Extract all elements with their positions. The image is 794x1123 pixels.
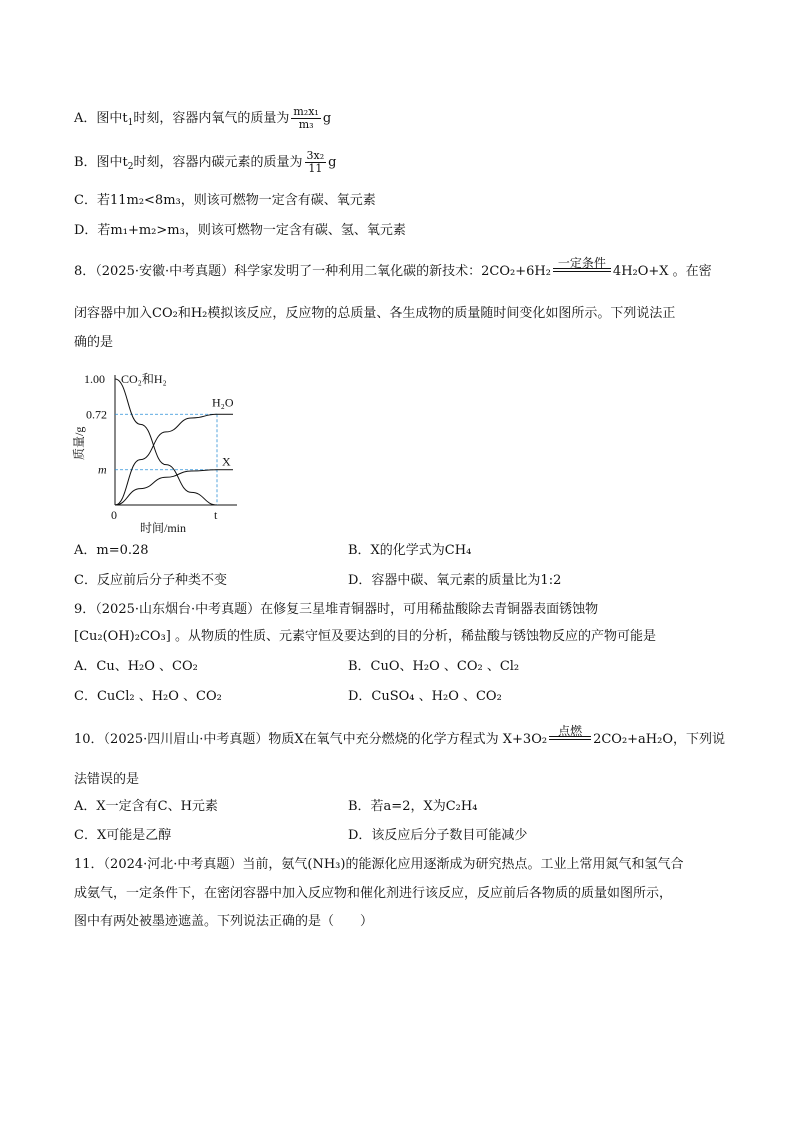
series-label: X [222, 454, 231, 469]
q9-stem-line1: 9．（2025·山东烟台·中考真题）在修复三星堆青铜器时，可用稀盐酸除去青铜器表面锈蚀物 [74, 602, 599, 617]
q8-option-c: C．反应前后分子种类不变 [74, 573, 227, 588]
x-axis-label: 时间/min [140, 521, 187, 535]
chart-guides [115, 414, 217, 505]
q8-stem-line1: 8．（2025·安徽·中考真题）科学家发明了一种利用二氧化碳的新技术：2CO₂+6H₂ 一定条件 4H₂O+X 。在密 [74, 256, 712, 279]
q7-option-d: D．若m₁+m₂>m₃，则该可燃物一定含有碳、氢、氧元素 [74, 223, 406, 238]
y-tick-label: m [98, 462, 107, 477]
q10-option-d: D．该反应后分子数目可能减少 [348, 828, 528, 843]
reaction-condition: 点燃 [549, 739, 591, 743]
q9-option-d: D．CuSO₄ 、H₂O 、CO₂ [348, 689, 502, 704]
q9-option-c: C．CuCl₂ 、H₂O 、CO₂ [74, 689, 222, 704]
q10-option-a: A．X一定含有C、H元素 [74, 799, 218, 814]
q7-option-b: B．图中$t_2$时刻，容器内碳元素的质量为 $\frac{\text{3x₂}}{11}$ g [74, 149, 337, 175]
q10-stem-line1: 10．（2025·四川眉山·中考真题）物质X在氧气中充分燃烧的化学方程式为 X+3O₂ 点燃 2CO₂+aH₂O，下列说 [74, 724, 726, 747]
series-label: CO₂和H₂ [121, 372, 167, 386]
q8-stem-line2: 闭容器中加入CO₂和H₂模拟该反应，反应物的总质量、各生成物的质量随时间变化如图所示。下列说法正 [74, 306, 676, 321]
y-axis-label: 质量/g [72, 426, 86, 460]
fraction: $\frac{\text{m₂x₁}}{\text{m₃}}$ [293, 105, 319, 131]
series-line-0 [115, 379, 217, 505]
q11-stem-line2: 成氨气，一定条件下，在密闭容器中加入反应物和催化剂进行该反应，反应前后各物质的质量如图所示， [74, 886, 673, 901]
mass-time-chart [70, 365, 270, 535]
x-tick-label: t [214, 508, 218, 522]
y-tick-label: 0.72 [86, 407, 107, 422]
q11-stem-line3: 图中有两处被墨迹遮盖。下列说法正确的是（ ） [74, 914, 374, 929]
q10-option-c: C．X可能是乙醇 [74, 828, 172, 843]
fraction: $\frac{\text{3x₂}}{11}$ [306, 149, 325, 175]
y-tick-label: 1.00 [84, 372, 105, 386]
q9-option-b: B．CuO、H₂O 、CO₂ 、Cl₂ [348, 659, 520, 674]
x-tick-label: 0 [111, 508, 117, 522]
q8-option-d: D．容器中碳、氧元素的质量比为1:2 [348, 573, 562, 588]
q8-option-a: A．m=0.28 [74, 543, 149, 558]
q9-option-a: A．Cu、H₂O 、CO₂ [74, 659, 198, 674]
q7-option-a: A．图中$t_1$时刻，容器内氧气的质量为 $\frac{\text{m₂x₁}}{\text{m₃}}$ g [74, 105, 332, 131]
chart-labels [71, 372, 234, 535]
series-label: H₂O [212, 395, 234, 410]
q7-option-c: C．若11m₂<8m₃，则该可燃物一定含有碳、氧元素 [74, 193, 376, 208]
series-line-1 [115, 414, 217, 505]
q10-stem-line2: 法错误的是 [74, 772, 140, 787]
q9-stem-line2: [Cu₂(OH)₂CO₃] 。从物质的性质、元素守恒及要达到的目的分析，稀盐酸与锈蚀物反应的产物可能是 [74, 629, 656, 644]
q8-option-b: B．X的化学式为CH₄ [348, 543, 472, 558]
q8-stem-line3: 确的是 [74, 335, 114, 350]
reaction-condition: 一定条件 [553, 271, 611, 275]
q11-stem-line1: 11．（2024·河北·中考真题）当前，氨气(NH₃)的能源化应用逐渐成为研究热点。工业上常用氮气和氢气合 [74, 857, 684, 872]
q10-option-b: B．若a=2，X为C₂H₄ [348, 799, 478, 814]
